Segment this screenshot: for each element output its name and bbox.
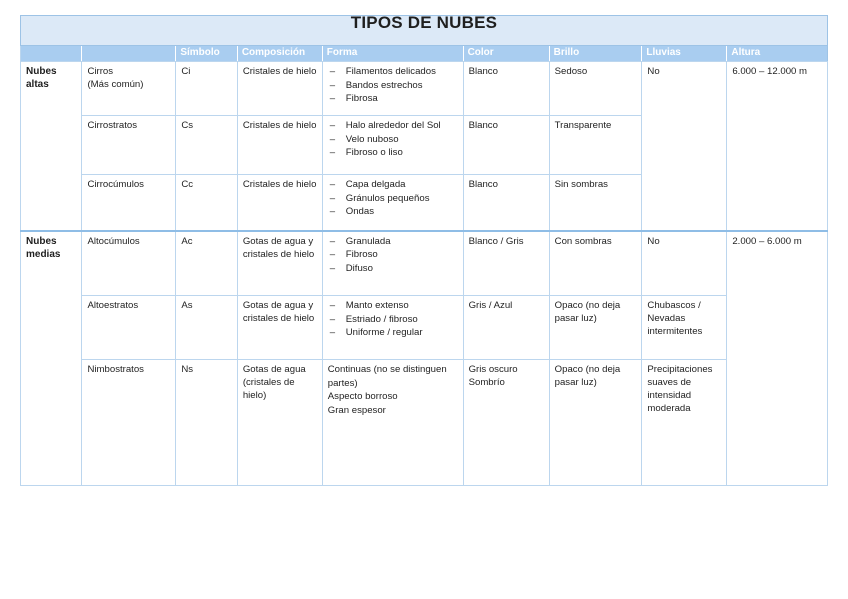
cloud-name: Altoestratos — [82, 296, 176, 360]
cloud-symbol: Cc — [176, 175, 237, 231]
group-altura-medias: 2.000 – 6.000 m — [727, 231, 828, 486]
cloud-symbol: Ns — [176, 360, 237, 486]
forma-line: Continuas (no se distinguen partes) — [327, 364, 447, 389]
forma-item: – Gránulos pequeños — [328, 192, 458, 206]
title-row — [21, 16, 828, 46]
cloud-lluvias: Precipitaciones suaves de intensidad moderada — [642, 360, 727, 486]
cloud-symbol: As — [176, 296, 237, 360]
cloud-brillo: Sedoso — [549, 62, 642, 116]
forma-item: – Capa delgada — [328, 178, 458, 192]
group-altura-altas: 6.000 – 12.000 m — [727, 62, 828, 231]
cloud-name — [82, 62, 176, 116]
table-row — [21, 360, 828, 486]
forma-item: – Velo nuboso — [328, 133, 458, 147]
table-row — [21, 296, 828, 360]
forma-item: – Difuso — [328, 262, 458, 276]
cloud-color: Blanco — [463, 175, 549, 231]
header-forma: Forma — [322, 46, 463, 62]
cloud-lluvias: No — [642, 231, 727, 296]
cloud-composition: Gotas de agua y cristales de hielo — [237, 296, 322, 360]
header-lluvias: Lluvias — [642, 46, 727, 62]
forma-item: – Halo alrededor del Sol — [328, 119, 458, 133]
cloud-symbol: Ac — [176, 231, 237, 296]
cloud-brillo: Transparente — [549, 116, 642, 175]
forma-item: – Granulada — [328, 235, 458, 249]
table-row — [21, 231, 828, 296]
forma-line: Aspecto borroso — [327, 391, 398, 402]
cloud-composition: Gotas de agua y cristales de hielo — [237, 231, 322, 296]
header-color: Color — [463, 46, 549, 62]
cloud-forma — [322, 62, 463, 116]
forma-item: – Bandos estrechos — [328, 79, 458, 93]
forma-item: – Fibroso — [328, 248, 458, 262]
forma-item: – Fibrosa — [328, 92, 458, 106]
cloud-name-text: Cirros — [87, 66, 114, 77]
cloud-color: Blanco — [463, 62, 549, 116]
cloud-lluvias: Chubascos / Nevadas intermitentes — [642, 296, 727, 360]
cloud-color: Gris / Azul — [463, 296, 549, 360]
cloud-symbol: Cs — [176, 116, 237, 175]
header-name — [82, 46, 176, 62]
group-label-altas: Nubes altas — [21, 62, 82, 231]
cloud-forma — [322, 296, 463, 360]
cloud-name: Altocúmulos — [82, 231, 176, 296]
cloud-name: Nimbostratos — [82, 360, 176, 486]
group-label-medias: Nubes medias — [21, 231, 82, 486]
header-brillo: Brillo — [549, 46, 642, 62]
header-symbol: Símbolo — [176, 46, 237, 62]
header-group — [21, 46, 82, 62]
forma-item: – Ondas — [328, 205, 458, 219]
cloud-name: Cirrostratos — [82, 116, 176, 175]
forma-item: – Fibroso o liso — [328, 146, 458, 160]
header-row — [21, 46, 828, 62]
group-lluvias-altas: No — [642, 62, 727, 231]
header-composition: Composición — [237, 46, 322, 62]
forma-item: – Manto extenso — [328, 299, 458, 313]
cloud-brillo: Opaco (no deja pasar luz) — [549, 296, 642, 360]
header-altura: Altura — [727, 46, 828, 62]
cloud-name: Cirrocúmulos — [82, 175, 176, 231]
cloud-name-note: (Más común) — [87, 79, 144, 90]
cloud-color: Blanco / Gris — [463, 231, 549, 296]
cloud-symbol: Ci — [176, 62, 237, 116]
cloud-composition: Cristales de hielo — [237, 116, 322, 175]
table-row — [21, 62, 828, 116]
cloud-forma — [322, 116, 463, 175]
clouds-table-sheet — [20, 15, 828, 486]
forma-item: – Filamentos delicados — [328, 65, 458, 79]
cloud-color: Gris oscuro Sombrío — [463, 360, 549, 486]
cloud-composition: Gotas de agua (cristales de hielo) — [237, 360, 322, 486]
clouds-table — [20, 15, 828, 486]
cloud-forma — [322, 360, 463, 486]
forma-line: Gran espesor — [327, 404, 386, 416]
cloud-brillo: Opaco (no deja pasar luz) — [549, 360, 642, 486]
forma-item: – Uniforme / regular — [328, 326, 458, 340]
cloud-composition: Cristales de hielo — [237, 62, 322, 116]
cloud-composition: Cristales de hielo — [237, 175, 322, 231]
cloud-brillo: Con sombras — [549, 231, 642, 296]
cloud-brillo: Sin sombras — [549, 175, 642, 231]
cloud-forma — [322, 175, 463, 231]
cloud-color: Blanco — [463, 116, 549, 175]
cloud-forma — [322, 231, 463, 296]
table-title: TIPOS DE NUBES — [21, 16, 828, 46]
forma-item: – Estriado / fibroso — [328, 313, 458, 327]
